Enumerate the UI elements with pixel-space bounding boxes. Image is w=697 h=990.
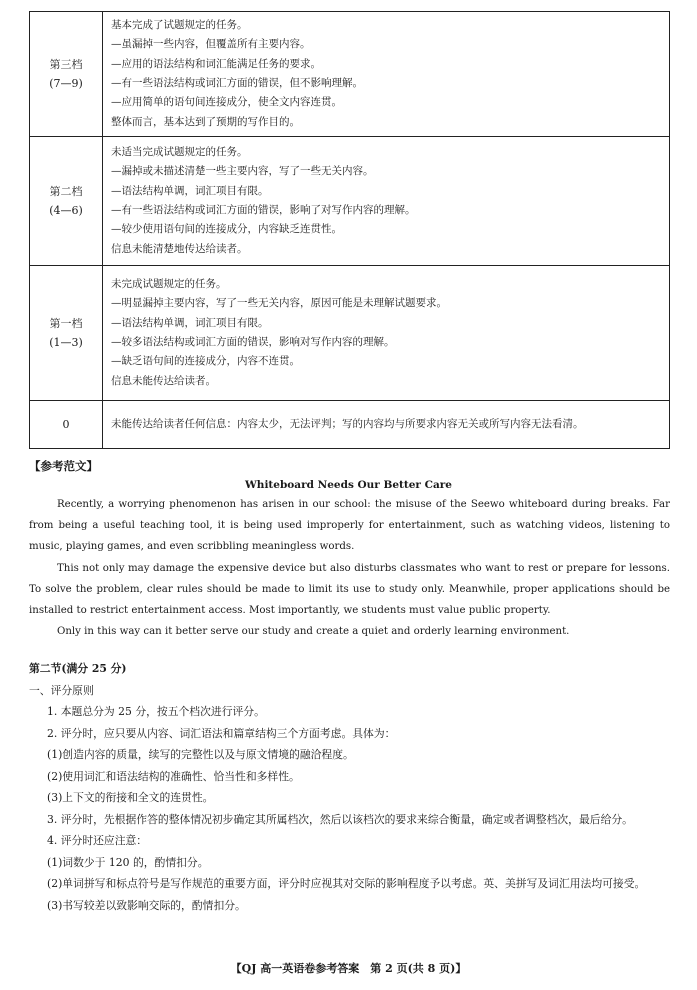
rubric-line: 信息未能清楚地传达给读者。 — [111, 242, 248, 255]
rubric-line: —应用简单的语句间连接成分，使全文内容连贯。 — [111, 96, 342, 109]
rubric-level-name: 第一档 — [49, 317, 83, 330]
rubric-line: —有一些语法结构或词汇方面的错误，但不影响理解。 — [111, 77, 363, 89]
rubric-line: 未完成试题规定的任务。 — [111, 277, 227, 290]
rubric-description-cell — [103, 137, 670, 266]
rubric-level-name: 第三档 — [49, 58, 83, 71]
rubric-level-cell — [30, 12, 103, 137]
rubric-level-cell — [30, 401, 103, 449]
essay-paragraph: Only in this way can it better serve our study and create a quiet and orderly learning environment. — [57, 626, 570, 638]
rubric-line: 信息未能传达给读者。 — [111, 374, 216, 387]
rubric-level-cell — [30, 266, 103, 401]
rubric-line: —有一些语法结构或词汇方面的错误，影响了对写作内容的理解。 — [111, 204, 416, 216]
principle-item: (1)创造内容的质量，续写的完整性以及与原文情境的融洽程度。 — [47, 748, 354, 761]
model-essay-body — [29, 494, 670, 642]
essay-paragraph: This not only may damage the expensive device but also disturbs classmates who want to rest or prepare for lessons. To solve the problem, clear rules should be made to limit its use to study only. Meanwhile, proper applications should be installed to restrict entertainment access. Most importantly, we students must value public property. — [29, 562, 670, 617]
principle-item: 2. 评分时，应只要从内容、词汇语法和篇章结构三个方面考虑。具体为： — [47, 726, 396, 740]
model-essay-label: 【参考范文】 — [29, 459, 98, 473]
rubric-line: —应用的语法结构和词汇能满足任务的要求。 — [111, 57, 321, 70]
rubric-description-cell — [103, 266, 670, 401]
rubric-line: —较少使用语句间的连接成分，内容缺乏连贯性。 — [111, 223, 342, 236]
rubric-description-cell — [103, 401, 670, 449]
principle-item: (1)词数少于 120 的，酌情扣分。 — [47, 855, 209, 869]
principle-item: 3. 评分时，先根据作答的整体情况初步确定其所属档次，然后以该档次的要求来综合衡量，确定或者调整档次，最后给分。 — [47, 812, 633, 826]
scoring-rubric-table — [29, 11, 670, 449]
rubric-line: —语法结构单调，词汇项目有限。 — [111, 184, 269, 197]
rubric-level-cell — [30, 137, 103, 266]
rubric-line: —虽漏掉一些内容，但覆盖所有主要内容。 — [111, 38, 311, 51]
principles-heading: 一、评分原则 — [29, 683, 94, 697]
principle-item: (3)上下文的衔接和全文的连贯性。 — [47, 791, 214, 804]
rubric-line: 未能传达给读者任何信息：内容太少，无法评判；写的内容均与所要求内容无关或所写内容无法看清。 — [111, 417, 584, 430]
section2-heading: 第二节(满分 25 分) — [29, 662, 127, 675]
principle-item: (3)书写较差以致影响交际的，酌情扣分。 — [47, 898, 246, 912]
essay-paragraph: Recently, a worrying phenomenon has arisen in our school: the misuse of the Seewo whiteboard during breaks. Far from being a useful teaching tool, it is being used improperly for entertainment, such as watching videos, listening to music, playing games, and even scribbling meaningless words. — [29, 499, 670, 553]
rubric-row-level-3 — [30, 12, 670, 137]
page-footer: 【QJ 高一英语卷参考答案 第 2 页(共 8 页)】 — [230, 962, 467, 975]
rubric-level-range: (7—9) — [49, 77, 83, 90]
rubric-level-name: 0 — [62, 418, 70, 431]
rubric-line: —漏掉或未描述清楚一些主要内容，写了一些无关内容。 — [111, 165, 374, 178]
rubric-line: 未适当完成试题规定的任务。 — [111, 145, 248, 158]
section2-block — [29, 658, 670, 916]
rubric-line: —明显漏掉主要内容，写了一些无关内容，原因可能是未理解试题要求。 — [111, 297, 447, 310]
rubric-line: —缺乏语句间的连接成分，内容不连贯。 — [111, 355, 300, 368]
rubric-level-name: 第二档 — [49, 185, 83, 198]
principle-item: 1. 本题总分为 25 分，按五个档次进行评分。 — [47, 705, 265, 718]
model-essay-title: Whiteboard Needs Our Better Care — [245, 479, 452, 491]
rubric-row-level-1 — [30, 266, 670, 401]
rubric-level-range: (1—3) — [49, 336, 83, 349]
rubric-line: 整体而言，基本达到了预期的写作目的。 — [111, 115, 300, 128]
rubric-level-range: (4—6) — [49, 204, 83, 217]
rubric-line: —语法结构单调，词汇项目有限。 — [111, 316, 269, 329]
principle-item: (2)单词拼写和标点符号是写作规范的重要方面，评分时应视其对交际的影响程度予以考虑。英、美拼写及词汇用法均可接受。 — [47, 877, 646, 890]
rubric-line: 基本完成了试题规定的任务。 — [111, 18, 248, 31]
rubric-description-cell — [103, 12, 670, 137]
rubric-row-level-2 — [30, 137, 670, 266]
principle-item: 4. 评分时还应注意： — [47, 834, 148, 847]
rubric-row-level-0 — [30, 401, 670, 449]
principle-item: (2)使用词汇和语法结构的准确性、恰当性和多样性。 — [47, 769, 300, 783]
rubric-line: —较多语法结构或词汇方面的错误，影响对写作内容的理解。 — [111, 336, 395, 348]
